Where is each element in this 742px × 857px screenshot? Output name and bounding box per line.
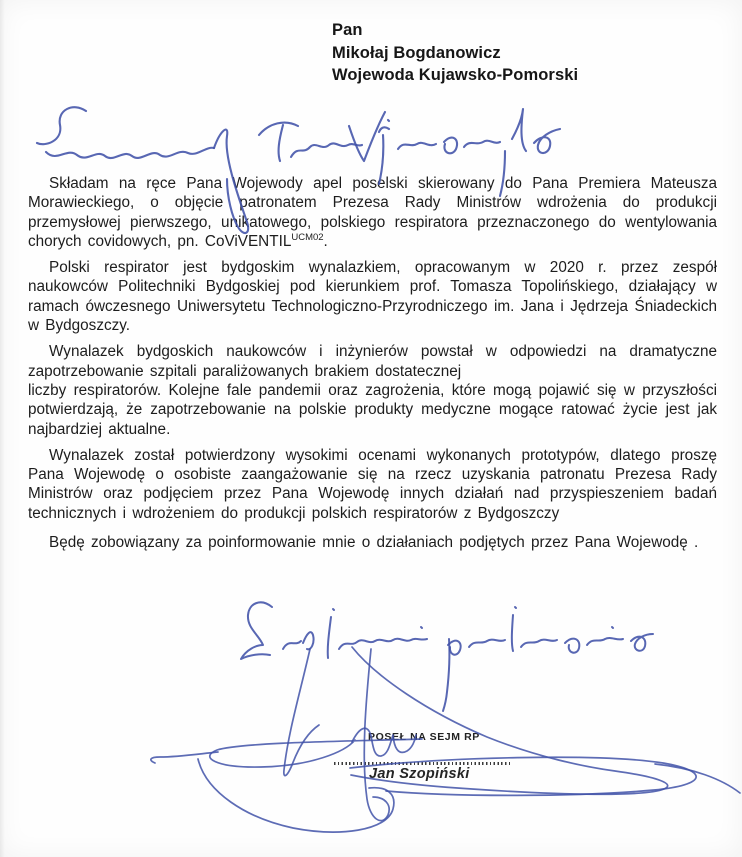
paragraph-1-period: . bbox=[323, 232, 328, 250]
signer-position-title: POSEŁ NA SEJM RP bbox=[368, 731, 480, 743]
paragraph-1-text: Składam na ręce Pana Wojewody apel poselski skierowany do Pana Premiera Mateusza Morawieckiego, o objęcie patronatem Prezesa Rady Ministrów wdrożenia do produkcji przemysłowej pierwszego, unikatowego, polskiego respiratora przeznaczonego do wentylowania chorych covidowych, pn. CoViVENTIL bbox=[28, 175, 717, 250]
recipient-salutation: Pan bbox=[332, 21, 363, 39]
paragraph-4: Wynalazek został potwierdzony wysokimi ocenami wykonanych prototypów, dlatego proszę Pana Wojewodę o osobiste zaangażowanie się na rzecz uzyskania patronatu Prezesa Rady Ministrów oraz podjęciem przez Pana Wojewodę innych działań nad przyspieszeniem badań technicznych i wdrożeniem do produkcji polskich respiratorów z Bydgoszczy bbox=[28, 446, 717, 522]
paragraph-3-line2: liczby respiratorów. Kolejne fale pandemii oraz zagrożenia, które mogą pojawić się w przyszłości potwierdzają, że zapotrzebowanie na polskie produkty medyczne mogące ratować życie jest jak najbardziej aktualne. bbox=[28, 381, 717, 438]
recipient-block bbox=[332, 19, 578, 87]
paragraph-5: Będę zobowiązany za poinformowanie mnie o działaniach podjętych przez Pana Wojewodę . bbox=[49, 534, 699, 552]
signature-dotted-line bbox=[334, 762, 511, 765]
recipient-title: Wojewoda Kujawsko-Pomorski bbox=[332, 66, 579, 84]
respirator-model-superscript: UCM02 bbox=[291, 231, 324, 243]
paragraph-3 bbox=[28, 342, 717, 438]
paragraph-3-line1: Wynalazek bydgoskich naukowców i inżynierów powstał w odpowiedzi na dramatyczne zapotrzebowanie szpitali paraliżowanych brakiem dostatecznej bbox=[28, 343, 717, 380]
paragraph-2: Polski respirator jest bydgoskim wynalazkiem, opracowanym w 2020 r. przez zespół naukowców Politechniki Bydgoskiej pod kierunkiem prof. Tomasza Topolińskiego, działający w ramach ówczesnego Uniwersytetu Technologiczno-Przyrodniczego im. Jana i Jędrzeja Śniadeckich w Bydgoszczy. bbox=[28, 259, 717, 335]
paragraph-1 bbox=[28, 174, 717, 251]
signer-name: Jan Szopiński bbox=[369, 766, 470, 782]
letter-body bbox=[28, 174, 717, 563]
scan-edge-artifact bbox=[0, 0, 5, 857]
recipient-name: Mikołaj Bogdanowicz bbox=[332, 43, 501, 62]
handwritten-closing bbox=[241, 602, 653, 711]
